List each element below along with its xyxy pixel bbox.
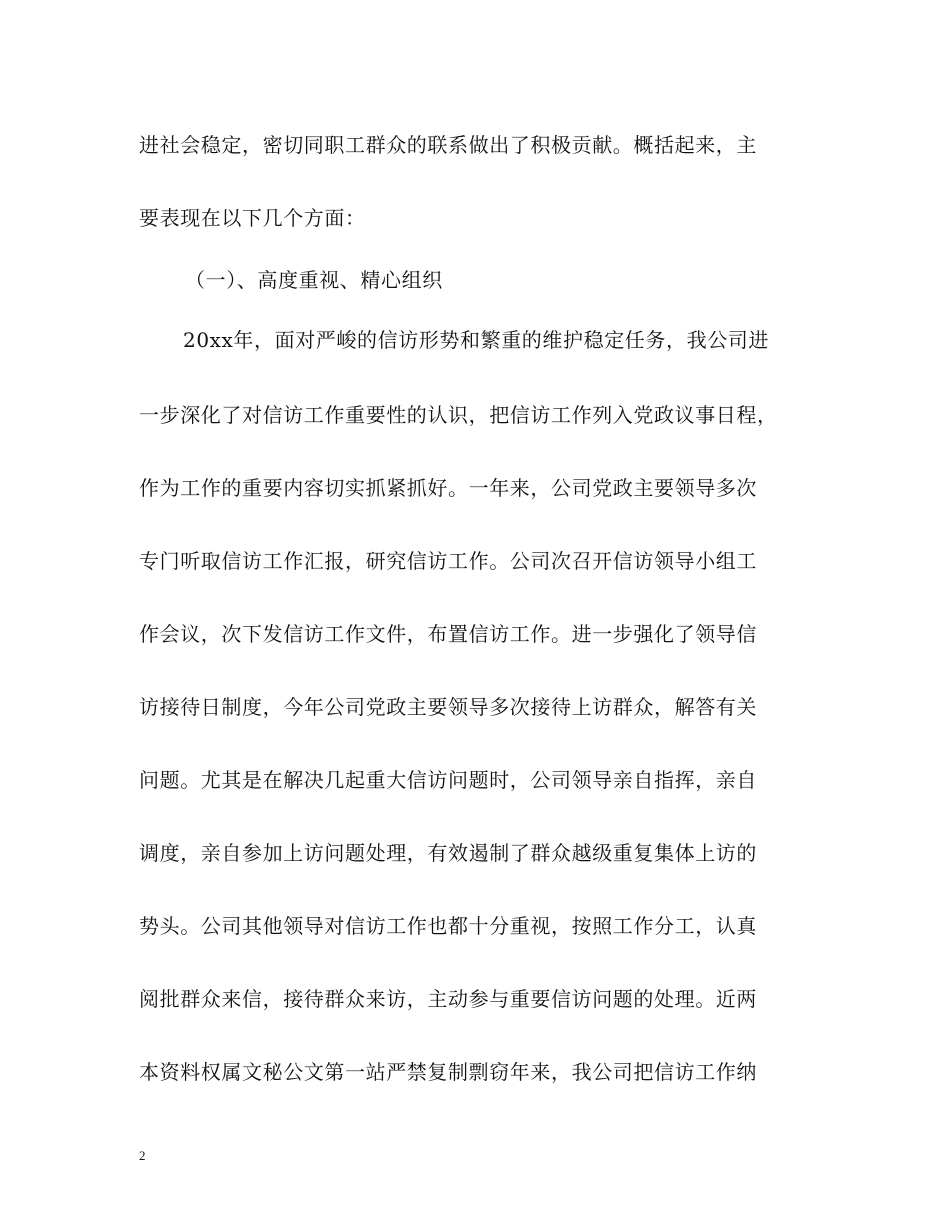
body-text-line: 作为工作的重要内容切实抓紧抓好。一年来，公司党政主要领导多次 [139, 476, 757, 500]
body-text-line: 进社会稳定，密切同职工群众的联系做出了积极贡献。概括起来，主 [139, 133, 757, 157]
section-heading: （一）、高度重视、精心组织 [185, 268, 443, 292]
body-text-line: 专门听取信访工作汇报，研究信访工作。公司次召开信访领导小组工 [139, 549, 757, 573]
body-text-line: 本资料权属文秘公文第一站严禁复制剽窃年来，我公司把信访工作纳 [139, 1060, 757, 1084]
body-text-line: 一步深化了对信访工作重要性的认识，把信访工作列入党政议事日程， [139, 403, 778, 427]
body-text-line: 势头。公司其他领导对信访工作也都十分重视，按照工作分工，认真 [139, 914, 757, 938]
page-number: 2 [139, 1148, 146, 1163]
body-text-line: 问题。尤其是在解决几起重大信访问题时，公司领导亲自指挥，亲自 [139, 768, 757, 792]
paragraph-first-line: 20xx年，面对严峻的信访形势和繁重的维护稳定任务，我公司进 [183, 328, 770, 352]
body-text-line: 调度，亲自参加上访问题处理，有效遏制了群众越级重复集体上访的 [139, 841, 757, 865]
body-text-line: 作会议，次下发信访工作文件，布置信访工作。进一步强化了领导信 [139, 622, 757, 646]
body-text-line: 访接待日制度，今年公司党政主要领导多次接待上访群众，解答有关 [139, 695, 757, 719]
body-text-line: 要表现在以下几个方面： [139, 206, 366, 230]
body-text-line: 阅批群众来信，接待群众来访，主动参与重要信访问题的处理。近两 [139, 987, 757, 1011]
